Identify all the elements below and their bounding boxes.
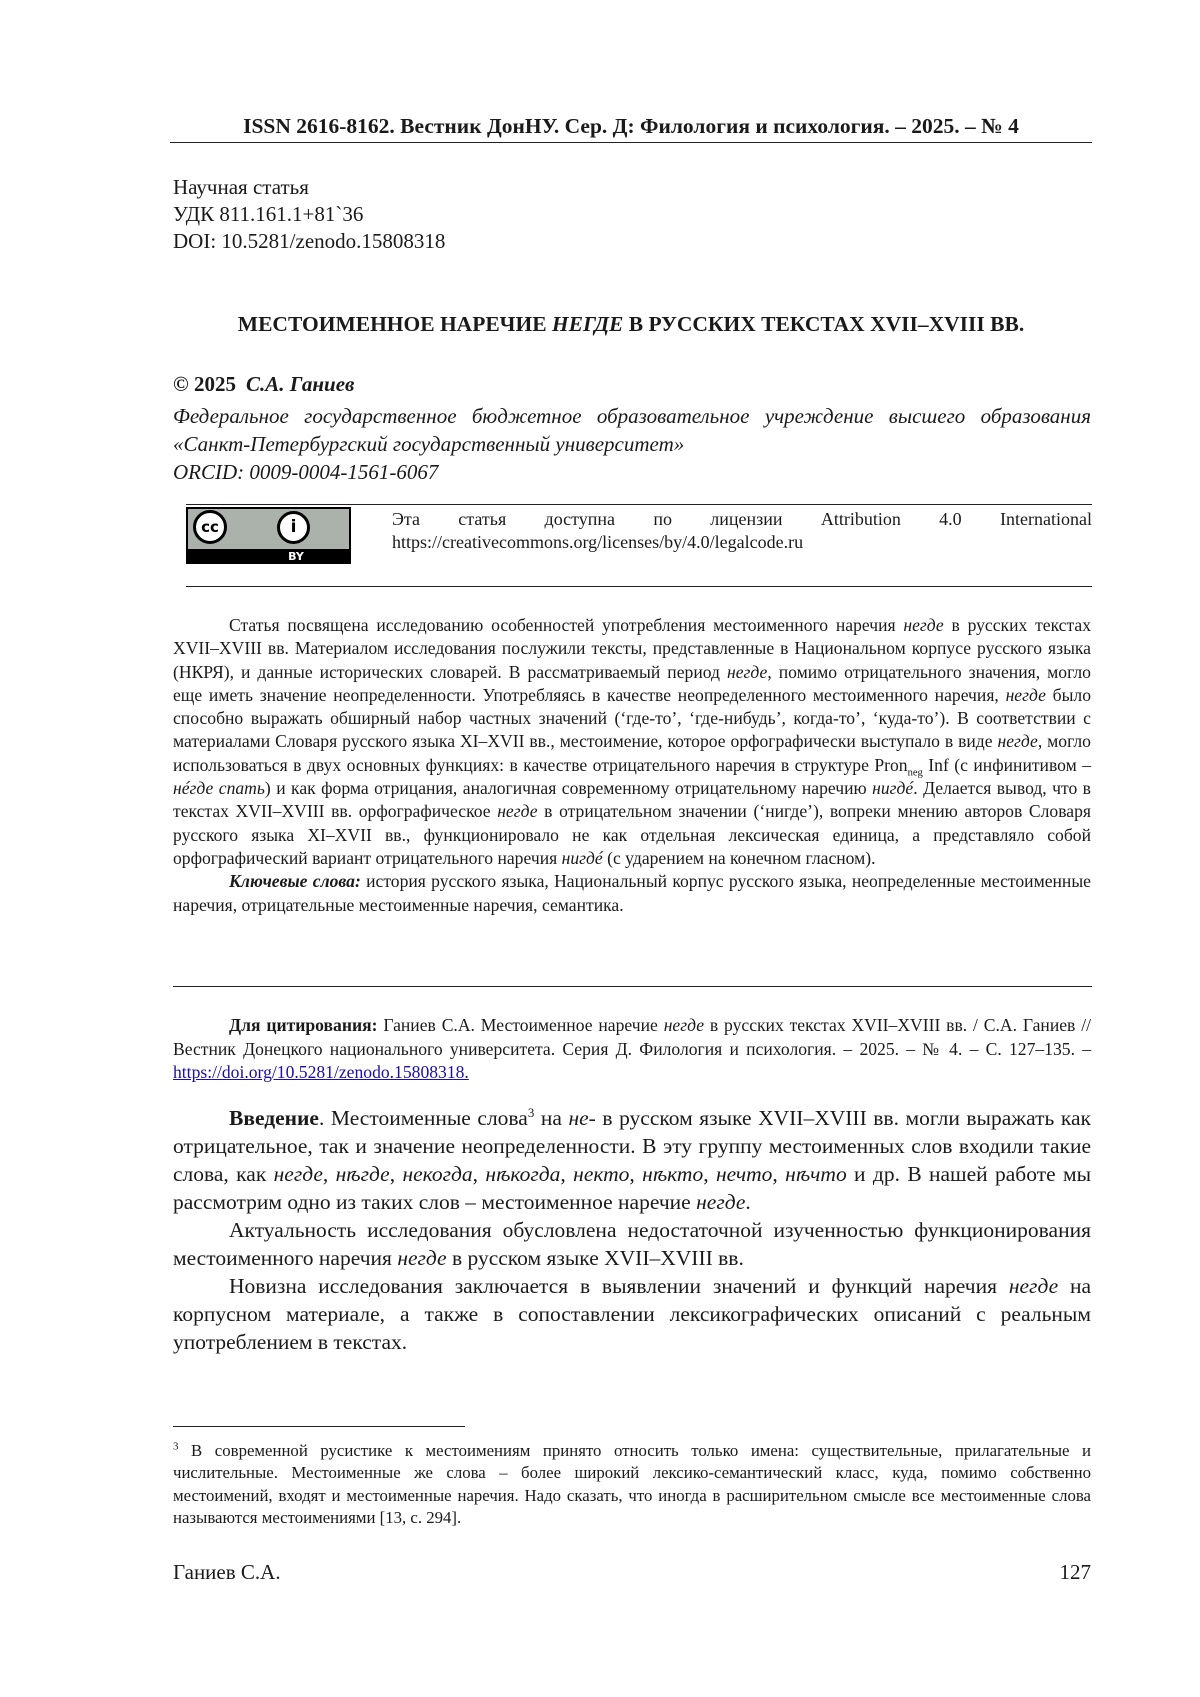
- citation: [173, 1014, 1091, 1085]
- page-number: 127: [1059, 1560, 1091, 1584]
- article-title: [170, 312, 1092, 337]
- footnote: [173, 1440, 1091, 1529]
- license-word: статья: [458, 509, 507, 529]
- doi: DOI: 10.5281/zenodo.15808318: [173, 229, 446, 253]
- citation-text: Для цитирования: Ганиев С.А. Местоименное наречие негде в русских текстах XVII–XVIII вв. / С.А. Ганиев // Вестник Донецкого национального университета. Серия Д. Филология и психология. – 2025. – № 4. – С. 127–135. – https://doi.org/10.5281/zenodo.15808318.: [173, 1015, 1091, 1082]
- license-url: https://creativecommons.org/licenses/by/4.0/legalcode.ru: [392, 532, 804, 552]
- keywords: Ключевые слова: история русского языка, Национальный корпус русского языка, неопределенные местоименные наречия, отрицательные местоименные наречия, семантика.: [173, 871, 1091, 915]
- license-word: по: [653, 509, 672, 529]
- footer-author: Ганиев С.А.: [173, 1560, 281, 1584]
- by-label: BY: [288, 550, 304, 563]
- footnote-ref[interactable]: 3: [527, 1105, 535, 1120]
- affiliation-text: Федеральное государственное бюджетное образовательное учреждение высшего образования «Санкт-Петербургский государственный университет»: [173, 404, 1091, 456]
- author-name: С.А. Ганиев: [245, 372, 355, 396]
- abstract-text: Статья посвящена исследованию особенностей употребления местоименного наречия негде в русских текстах XVII–XVIII вв. Материалом исследования послужили тексты, представленные в Национальном корпусе русского языка (НКРЯ), и данные исторических словарей. В рассматриваемый период негде, помимо отрицательного значения, могло еще иметь значение неопределенности. Употребляясь в качестве неопределенного местоименного наречия, негде было способно выражать обширный набор частных значений (‘где-то’, ‘где-нибудь’, когда-то’, ‘куда-то’). В соответствии с материалами Словаря русского языка XI–XVII вв., местоимение, которое орфографически выступало в виде негде, могло использоваться в двух основных функциях: в качестве отрицательного наречия в структуре Pron$_{neg}$ Inf (с инфинитивом – нéгде спать) и как форма отрицания, аналогичная современному отрицательному наречию нигдé. Делается вывод, что в текстах XVII–XVIII вв. орфографическое негде в отрицательном значении (‘нигде’), вопреки мнению авторов Словаря русского языка XI–XVII вв., функционировало не как отдельная лексическая единица, а представляло собой орфографический вариант отрицательного наречия нигдé (с ударением на конечном гласном).: [173, 615, 1092, 868]
- cc-icon: cc: [193, 510, 227, 544]
- license-line: [392, 508, 1092, 531]
- body-text: [173, 1104, 1091, 1356]
- title-italic-word: НЕГДЕ: [551, 312, 624, 336]
- abstract: [173, 614, 1091, 917]
- license-text: [392, 508, 1092, 554]
- novelty-paragraph: Новизна исследования заключается в выявлении значений и функций наречия негде на корпусном материале, а также в сопоставлении лексикографических описаний с реальным употреблением в текстах.: [173, 1274, 1091, 1354]
- article-meta: [173, 174, 445, 255]
- title-part1: МЕСТОИМЕННОЕ НАРЕЧИЕ: [237, 312, 552, 336]
- license-top-rule: [186, 504, 1092, 505]
- abstract-top-rule: [186, 586, 1092, 587]
- copyright: © 2025: [173, 372, 236, 396]
- footnote-number: 3: [173, 1440, 179, 1453]
- relevance-paragraph: Актуальность исследования обусловлена недостаточной изученностью функционирования местоименного наречия негде в русском языке XVII–XVIII вв.: [173, 1218, 1091, 1270]
- license-word: доступна: [544, 509, 616, 529]
- cc-by-badge: [186, 507, 351, 564]
- citation-top-rule: [173, 986, 1092, 987]
- footnote-rule: [173, 1426, 465, 1427]
- person-icon: i: [277, 511, 310, 544]
- author-line: [173, 372, 354, 397]
- license-word: 4.0: [939, 509, 962, 529]
- journal-header: ISSN 2616-8162. Вестник ДонНУ. Сер. Д: Филология и психология. – 2025. – № 4: [170, 114, 1092, 143]
- doi-link[interactable]: https://doi.org/10.5281/zenodo.15808318.: [173, 1062, 469, 1082]
- orcid: ORCID: 0009-0004-1561-6067: [173, 460, 439, 484]
- udk-code: УДК 811.161.1+81`36: [173, 202, 364, 226]
- license-word: Attribution: [820, 509, 901, 529]
- license-word: лицензии: [710, 509, 783, 529]
- affiliation: [173, 402, 1091, 486]
- license-word: Эта: [392, 509, 420, 529]
- license-word: International: [999, 509, 1092, 529]
- footnote-text: В современной русистике к местоимениям принято относить только имена: существительные, прилагательные и числительные. Местоименные же слова – более широкий лексико-семантический класс, куда, помимо собственно местоимений, входят и местоименные наречия. Надо сказать, что иногда в расширительном смысле все местоименные слова называются местоимениями [13, с. 294].: [173, 1441, 1091, 1527]
- intro-paragraph: Введение. Местоименные слова$^3$ на не- в русском языке XVII–XVIII вв. могли выражать как отрицательное, так и значение неопределенности. В эту группу местоименных слов входили такие слова, как негде, нѣгде, некогда, нѣкогда, некто, нѣкто, нечто, нѣчто и др. В нашей работе мы рассмотрим одно из таких слов – местоименное наречие негде.: [173, 1105, 1092, 1214]
- title-part2: В РУССКИХ ТЕКСТАХ XVII–XVIII ВВ.: [623, 312, 1025, 336]
- article-type: Научная статья: [173, 175, 309, 199]
